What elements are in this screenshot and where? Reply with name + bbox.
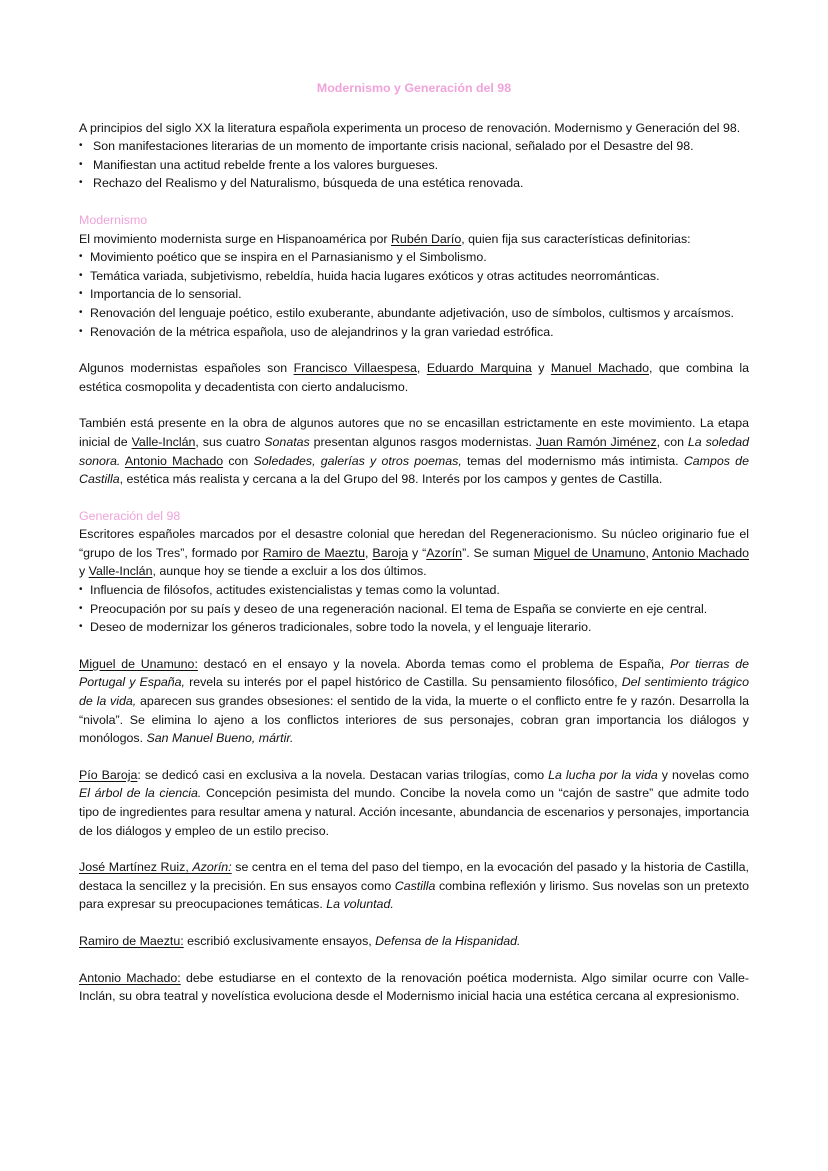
intro-paragraph: A principios del siglo XX la literatura española experimenta un proceso de renovación. Modernismo y Generación del 98. — [79, 120, 741, 135]
work-title: Castilla — [394, 878, 436, 893]
list-item: • Preocupación por su país y deseo de una regeneración nacional. El tema de España se convierte en eje central. — [79, 600, 749, 619]
work-title: Sonatas — [264, 434, 310, 449]
author-link: Miguel de Unamuno — [533, 545, 646, 560]
azorin-paragraph: José Martínez Ruiz, Azorín: se centra en el tema del paso del tiempo, en la evocación del pasado y la historia de Castilla, destaca la sencillez y la precisión. En sus ensayos como Castilla combina reflexión y lirismo. Sus novelas son un pretexto para expresar su preocupaciones temáticas. La voluntad. — [79, 860, 750, 912]
work-title: Soledades, galerías y otros poemas, — [253, 453, 462, 468]
author-link: Ramiro de Maeztu: — [79, 933, 184, 948]
work-title: Defensa de la Hispanidad. — [375, 933, 521, 948]
work-title: San Manuel Bueno, mártir. — [146, 731, 294, 746]
author-link: Francisco Villaespesa — [293, 361, 417, 376]
work-title: La lucha por la vida — [548, 767, 658, 782]
maeztu-paragraph: Ramiro de Maeztu: escribió exclusivamente ensayos, Defensa de la Hispanidad. — [79, 933, 521, 948]
modernistas-paragraph: Algunos modernistas españoles son Francisco Villaespesa, Eduardo Marquina y Manuel Machado, que combina la estética cosmopolita y decadentista con cierto andalucismo. — [79, 361, 749, 394]
list-item: • Temática variada, subjetivismo, rebeldía, huida hacia lugares exóticos y otras actitudes neorrománticas. — [79, 267, 749, 286]
work-title: Por tierras de Portugal y España, — [79, 656, 750, 690]
author-link: Antonio Machado — [124, 453, 224, 468]
list-item: • Rechazo del Realismo y del Naturalismo, búsqueda de una estética renovada. — [79, 174, 749, 193]
list-item: • Deseo de modernizar los géneros tradicionales, sobre todo la novela, y el lenguaje literario. — [79, 618, 749, 637]
author-link: Azorín — [426, 545, 463, 560]
list-item: • Influencia de filósofos, actitudes existencialistas y temas como la voluntad. — [79, 581, 749, 600]
document-page — [79, 79, 749, 1006]
list-item: • Manifiestan una actitud rebelde frente a los valores burgueses. — [79, 156, 749, 175]
list-item: • Movimiento poético que se inspira en el Parnasianismo y el Simbolismo. — [79, 248, 749, 267]
author-link: Baroja — [372, 545, 409, 560]
modernismo-bullets — [79, 248, 749, 341]
generacion-bullets — [79, 581, 749, 637]
intro-bullets — [79, 137, 749, 193]
list-item: • Son manifestaciones literarias de un momento de importante crisis nacional, señalado por el Desastre del 98. — [79, 137, 749, 156]
author-link: Valle-Inclán — [131, 434, 196, 449]
machado-paragraph: Antonio Machado: debe estudiarse en el contexto de la renovación poética modernista. Algo similar ocurre con Valle-Inclán, su obra teatral y novelística evoluciona desde el Modernismo inicial hacia una estética cercana al expresionismo. — [79, 970, 749, 1004]
author-link: Antonio Machado — [652, 545, 749, 560]
page-title: Modernismo y Generación del 98 — [316, 81, 512, 95]
list-item: • Renovación del lenguaje poético, estilo exuberante, abundante adjetivación, uso de símbolos, cultismos y arcaísmos. — [79, 304, 749, 323]
author-link: Ramiro de Maeztu — [262, 545, 365, 560]
generacion-lead: Escritores españoles marcados por el desastre colonial que heredan del Regeneracionismo. Su núcleo originario fue el “grupo de los Tres”, formado por Ramiro de Maeztu, Baroja y “Azorín”. Se suman Miguel de Unamuno, Antonio Machado y Valle-Inclán, aunque hoy se tiende a excluir a los dos últimos. — [79, 527, 749, 579]
work-title: El árbol de la ciencia. — [79, 786, 202, 801]
author-link: José Martínez Ruiz, Azorín: — [79, 860, 232, 875]
author-link: Pío Baroja — [79, 767, 138, 782]
generacion-heading: Generación del 98 — [79, 508, 181, 523]
author-link: Juan Ramón Jiménez — [535, 434, 657, 449]
modernismo-heading: Modernismo — [79, 212, 148, 227]
baroja-paragraph: Pío Baroja: se dedicó casi en exclusiva a la novela. Destacan varias trilogías, como La lucha por la vida y novelas como El árbol de la ciencia. Concepción pesimista del mundo. Concibe la novela como un “cajón de sastre” que admite todo tipo de ingredientes para resultar amena y natural. Acción incesante, abundancia de escenarios y personajes, importancia de los diálogos y empleo de un estilo preciso. — [79, 767, 749, 838]
author-link: Manuel Machado — [550, 361, 649, 376]
list-item: • Renovación de la métrica española, uso de alejandrinos y la gran variedad estrófica. — [79, 323, 749, 342]
work-title: La voluntad. — [326, 897, 394, 912]
work-title: Del sentimiento trágico de la vida, — [79, 675, 750, 709]
author-link: Valle-Inclán — [88, 564, 153, 579]
list-item: • Importancia de lo sensorial. — [79, 285, 749, 304]
work-title: Campos de Castilla — [79, 453, 749, 487]
author-link: Antonio Machado: — [79, 970, 181, 985]
author-link: Miguel de Unamuno: — [79, 656, 198, 671]
unamuno-paragraph: Miguel de Unamuno: destacó en el ensayo y la novela. Aborda temas como el problema de España, Por tierras de Portugal y España, revela su interés por el papel histórico de Castilla. Su pensamiento filosófico, Del sentimiento trágico de la vida, aparecen sus grandes obsesiones: el sentido de la vida, la muerte o el conflicto entre fe y razón. Desarrolla la “nivola”. Se elimina lo ajeno a los conflictos interiores de sus personajes, cobran gran importancia los diálogos y monólogos. San Manuel Bueno, mártir. — [79, 656, 750, 746]
author-link: Eduardo Marquina — [426, 361, 532, 376]
otros-autores-paragraph: También está presente en la obra de algunos autores que no se encasillan estrictamente en este movimiento. La etapa inicial de Valle-Inclán, sus cuatro Sonatas presentan algunos rasgos modernistas. Juan Ramón Jiménez, con La soledad sonora. Antonio Machado con Soledades, galerías y otros poemas, temas del modernismo más intimista. Campos de Castilla, estética más realista y cercana a la del Grupo del 98. Interés por los campos y gentes de Castilla. — [79, 416, 749, 487]
author-link: Rubén Darío — [390, 231, 462, 246]
work-title: La soledad sonora. — [79, 434, 749, 468]
modernismo-lead: El movimiento modernista surge en Hispanoamérica por Rubén Darío, quien fija sus características definitorias: — [79, 231, 691, 246]
